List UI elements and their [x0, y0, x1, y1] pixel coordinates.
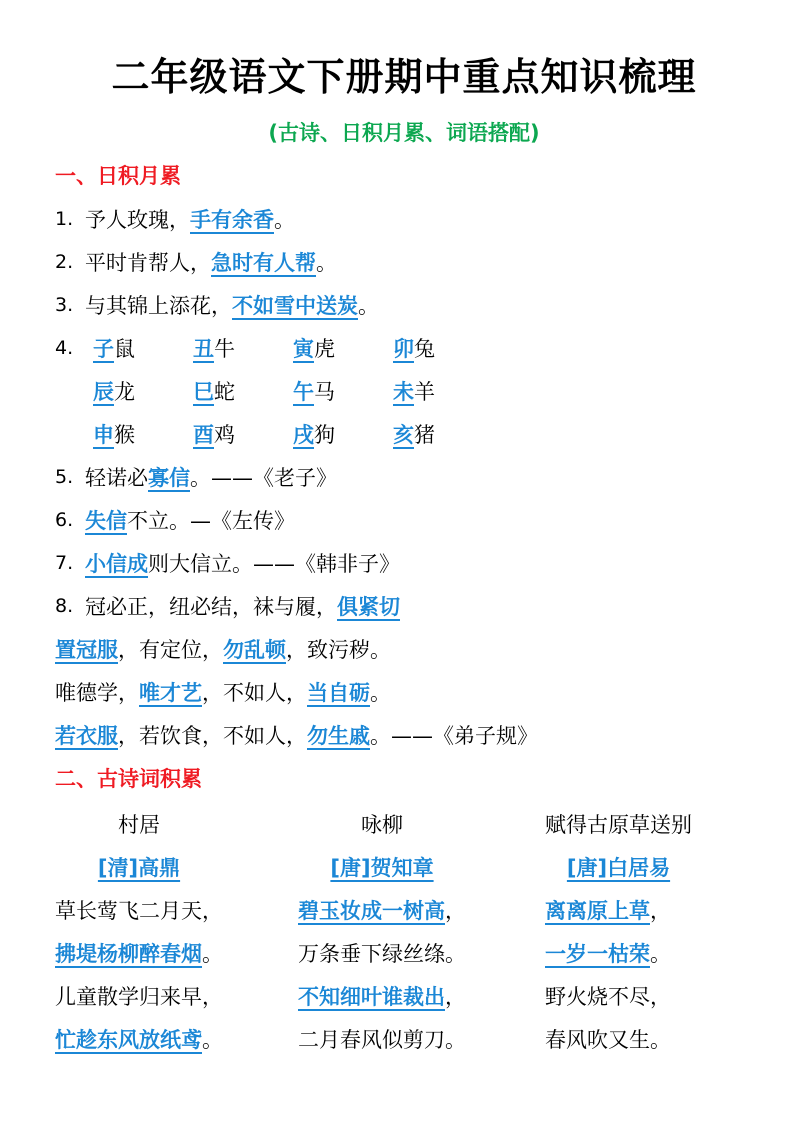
item-number: 2. — [55, 250, 74, 273]
highlight-text: 唯才艺 — [139, 680, 202, 705]
poem-title: 赋得古原草送别 — [545, 812, 692, 837]
zodiac-cell — [293, 333, 393, 363]
zodiac-animal: 兔 — [414, 336, 435, 361]
plain-text: 不立。—《左传》 — [127, 508, 295, 533]
poem-column — [545, 802, 753, 1060]
zodiac-branch: 寅 — [293, 336, 314, 361]
plain-text: 春风吹又生。 — [545, 1027, 671, 1052]
zodiac-branch: 申 — [93, 422, 114, 447]
highlight-text: 碧玉妆成一树高 — [298, 898, 445, 923]
zodiac-branch: 戌 — [293, 422, 314, 447]
plain-text: 。 — [202, 1027, 223, 1052]
zodiac-branch: 子 — [93, 336, 114, 361]
zodiac-animal: 牛 — [214, 336, 235, 361]
highlight-text: 寡信 — [148, 465, 190, 490]
plain-text: 万条垂下绿丝绦。 — [298, 941, 466, 966]
zodiac-branch: 亥 — [393, 422, 414, 447]
plain-text: ，不如人， — [202, 680, 307, 705]
highlight-text: 手有余香 — [190, 207, 274, 232]
zodiac-cell — [193, 376, 293, 406]
poem — [55, 802, 223, 1060]
zodiac-cell — [393, 419, 493, 449]
item-number: 4. — [55, 336, 74, 359]
highlight-text: 置冠服 — [55, 637, 118, 662]
poem-author: [清]高鼎 — [97, 855, 181, 880]
zodiac-branch: 卯 — [393, 336, 414, 361]
list-item — [55, 240, 753, 283]
poem-line — [545, 974, 692, 1017]
poem-author-line — [298, 845, 466, 888]
poem-column — [298, 802, 545, 1060]
list-item — [55, 498, 753, 541]
items-group-1 — [55, 197, 753, 326]
poem-line — [55, 974, 223, 1017]
zodiac-row — [55, 412, 753, 455]
list-item — [55, 713, 753, 756]
list-item — [55, 197, 753, 240]
plain-text: 。 — [202, 941, 223, 966]
plain-text: 轻诺必 — [85, 465, 148, 490]
zodiac-animal: 蛇 — [214, 379, 235, 404]
poems-row — [55, 802, 753, 1060]
zodiac-cell — [193, 419, 293, 449]
poem-title: 咏柳 — [361, 812, 403, 837]
zodiac-animal: 虎 — [314, 336, 335, 361]
page-subtitle: (古诗、日积月累、词语搭配) — [268, 121, 540, 145]
highlight-text: 一岁一枯荣 — [545, 941, 650, 966]
zodiac-animal: 狗 — [314, 422, 335, 447]
plain-text: ，有定位， — [118, 637, 223, 662]
zodiac-animal: 马 — [314, 379, 335, 404]
item-number: 7. — [55, 551, 74, 574]
highlight-text: 当自砺 — [307, 680, 370, 705]
zodiac-row — [55, 326, 753, 369]
highlight-text: 不知细叶谁裁出 — [298, 984, 445, 1009]
highlight-text: 忙趁东风放纸鸢 — [55, 1027, 202, 1052]
section-1-heading: 一、日积月累 — [55, 164, 181, 188]
plain-text: ， — [650, 898, 671, 923]
plain-text: 。——《弟子规》 — [370, 723, 538, 748]
plain-text: ，致污秽。 — [286, 637, 391, 662]
zodiac-cell — [193, 333, 293, 363]
poem-line — [545, 1017, 692, 1060]
list-item — [55, 627, 753, 670]
zodiac-cell — [293, 376, 393, 406]
zodiac-branch: 巳 — [193, 379, 214, 404]
poem — [298, 802, 466, 1060]
zodiac-cell — [393, 333, 493, 363]
poem-line — [298, 931, 466, 974]
zodiac-row — [55, 369, 753, 412]
list-item — [55, 584, 753, 627]
plain-text: 。 — [274, 207, 295, 232]
poem-author-line — [55, 845, 223, 888]
poem-title: 村居 — [118, 812, 160, 837]
plain-text: 。 — [316, 250, 337, 275]
poem-line — [545, 888, 692, 931]
highlight-text: 拂堤杨柳醉春烟 — [55, 941, 202, 966]
poem-line — [298, 1017, 466, 1060]
zodiac-branch: 酉 — [193, 422, 214, 447]
highlight-text: 小信成 — [85, 551, 148, 576]
page-title: 二年级语文下册期中重点知识梳理 — [111, 55, 697, 99]
poem-line — [55, 1017, 223, 1060]
poem-line — [55, 931, 223, 974]
plain-text: 野火烧不尽， — [545, 984, 671, 1009]
zodiac-animal: 猴 — [114, 422, 135, 447]
list-item — [55, 541, 753, 584]
poem-line — [298, 974, 466, 1017]
poem-line — [545, 931, 692, 974]
plain-text: 。 — [650, 941, 671, 966]
plain-text: 。 — [358, 293, 379, 318]
item-number: 5. — [55, 465, 74, 488]
zodiac-animal: 鸡 — [214, 422, 235, 447]
poem-author-line — [545, 845, 692, 888]
list-item — [55, 455, 753, 498]
poem-line — [298, 888, 466, 931]
poem-column — [55, 802, 298, 1060]
plain-text: ，若饮食，不如人， — [118, 723, 307, 748]
plain-text: 则大信立。——《韩非子》 — [148, 551, 400, 576]
poem — [545, 802, 692, 1060]
plain-text: 与其锦上添花， — [85, 293, 232, 318]
plain-text: 儿童散学归来早， — [55, 984, 223, 1009]
plain-text: ， — [445, 898, 466, 923]
items-group-2 — [55, 455, 753, 756]
list-item — [55, 670, 753, 713]
zodiac-table — [55, 326, 753, 455]
zodiac-cell — [393, 376, 493, 406]
zodiac-animal: 龙 — [114, 379, 135, 404]
plain-text: 。 — [370, 680, 391, 705]
plain-text: 冠必正，纽必结，袜与履， — [85, 594, 337, 619]
highlight-text: 俱紧切 — [337, 594, 400, 619]
highlight-text: 急时有人帮 — [211, 250, 316, 275]
highlight-text: 勿生戚 — [307, 723, 370, 748]
highlight-text: 失信 — [85, 508, 127, 533]
item-number: 6. — [55, 508, 74, 531]
zodiac-branch: 丑 — [193, 336, 214, 361]
zodiac-animal: 猪 — [414, 422, 435, 447]
item-number: 3. — [55, 293, 74, 316]
plain-text: 平时肯帮人， — [85, 250, 211, 275]
poem-author: [唐]白居易 — [566, 855, 671, 880]
zodiac-animal: 羊 — [414, 379, 435, 404]
plain-text: 二月春风似剪刀。 — [298, 1027, 466, 1052]
zodiac-cell — [93, 419, 193, 449]
poem-author: [唐]贺知章 — [330, 855, 434, 880]
zodiac-cell — [93, 376, 193, 406]
item-number: 1. — [55, 207, 74, 230]
zodiac-branch: 辰 — [93, 379, 114, 404]
item-number: 8. — [55, 594, 74, 617]
zodiac-branch: 未 — [393, 379, 414, 404]
zodiac-cell — [93, 333, 193, 363]
highlight-text: 勿乱顿 — [223, 637, 286, 662]
plain-text: 草长莺飞二月天， — [55, 898, 223, 923]
plain-text: 予人玫瑰， — [85, 207, 190, 232]
section-2-heading: 二、古诗词积累 — [55, 767, 202, 791]
plain-text: 唯德学， — [55, 680, 139, 705]
zodiac-animal: 鼠 — [114, 336, 135, 361]
highlight-text: 不如雪中送炭 — [232, 293, 358, 318]
list-item — [55, 283, 753, 326]
highlight-text: 若衣服 — [55, 723, 118, 748]
poem-line — [55, 888, 223, 931]
plain-text: 。——《老子》 — [190, 465, 337, 490]
plain-text: ， — [445, 984, 466, 1009]
zodiac-cell — [293, 419, 393, 449]
highlight-text: 离离原上草 — [545, 898, 650, 923]
zodiac-branch: 午 — [293, 379, 314, 404]
